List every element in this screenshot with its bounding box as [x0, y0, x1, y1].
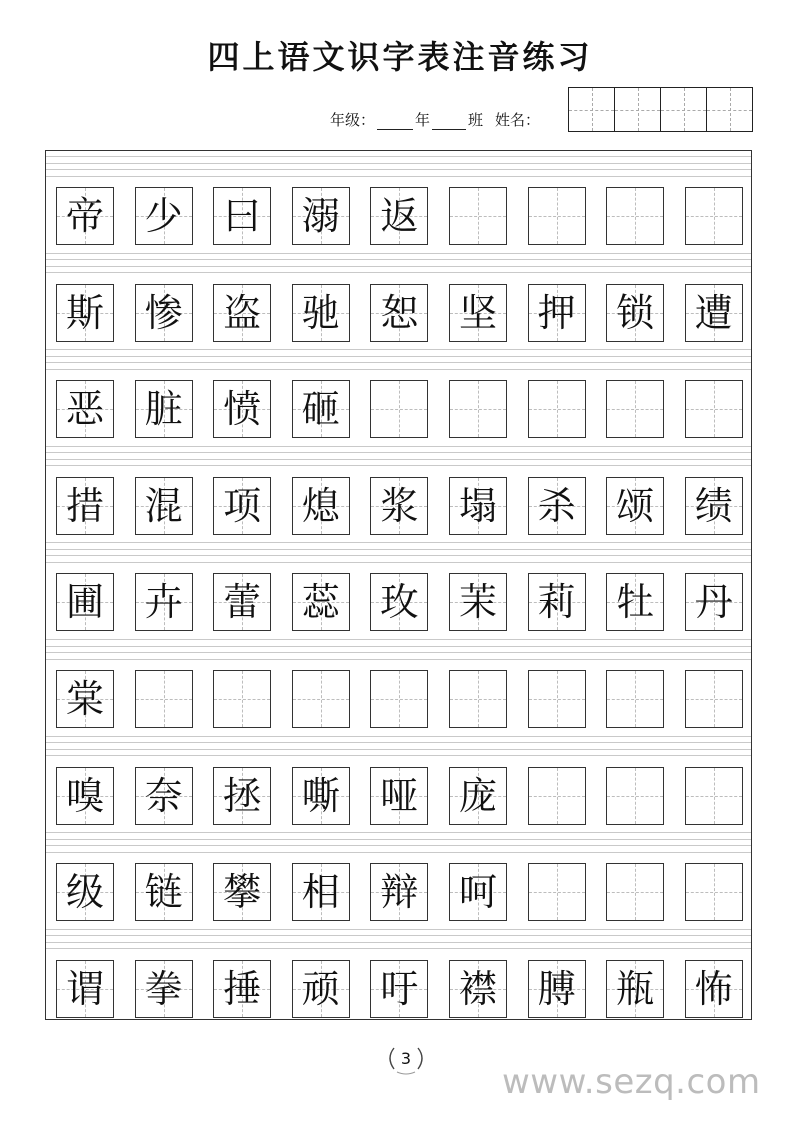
practice-sheet [45, 150, 752, 1020]
char-box[interactable] [213, 573, 271, 631]
watermark: www.sezq.com [502, 1062, 761, 1102]
char-box[interactable] [606, 960, 664, 1018]
name-writing-grid[interactable] [568, 87, 753, 132]
practice-row [46, 827, 751, 924]
hanzi-char: 斯 [65, 290, 104, 335]
char-box[interactable] [56, 863, 114, 921]
char-box[interactable] [56, 380, 114, 438]
char-box[interactable] [449, 960, 507, 1018]
hanzi-char: 熄 [301, 483, 340, 528]
hanzi-char: 绩 [694, 483, 733, 528]
char-box[interactable] [292, 284, 350, 342]
char-box[interactable] [370, 380, 428, 438]
practice-row [46, 344, 751, 441]
practice-row [46, 441, 751, 538]
char-box[interactable] [135, 767, 193, 825]
char-box[interactable] [213, 380, 271, 438]
char-box[interactable] [528, 380, 586, 438]
pinyin-lines[interactable] [46, 151, 751, 187]
hanzi-char: 锁 [616, 290, 655, 335]
hanzi-char: 襟 [458, 966, 497, 1011]
hanzi-char: 返 [380, 194, 419, 238]
char-box[interactable] [449, 187, 507, 245]
char-box[interactable] [292, 477, 350, 535]
practice-row [46, 537, 751, 634]
hanzi-char: 玫 [380, 580, 419, 625]
pinyin-lines[interactable] [46, 537, 751, 573]
hanzi-char: 顽 [301, 966, 340, 1011]
hanzi-char: 怖 [694, 966, 733, 1011]
hanzi-char: 庞 [458, 773, 497, 818]
char-box[interactable] [213, 670, 271, 728]
hanzi-char: 浆 [380, 483, 419, 528]
practice-row [46, 924, 751, 1021]
hanzi-char: 曰 [223, 194, 262, 238]
hanzi-char: 莉 [537, 580, 576, 625]
char-box[interactable] [135, 573, 193, 631]
pinyin-lines[interactable] [46, 827, 751, 863]
hanzi-char: 溺 [301, 194, 340, 238]
char-box[interactable] [370, 477, 428, 535]
hanzi-char: 辩 [380, 870, 419, 915]
name-box[interactable] [660, 88, 706, 131]
char-box[interactable] [606, 767, 664, 825]
char-box[interactable] [370, 573, 428, 631]
char-box[interactable] [449, 380, 507, 438]
practice-row [46, 248, 751, 345]
class-label: 班 [468, 111, 484, 129]
pinyin-lines[interactable] [46, 344, 751, 380]
page-title: 四上语文识字表注音练习 [207, 38, 593, 76]
char-box[interactable] [135, 477, 193, 535]
hanzi-char: 押 [537, 290, 576, 335]
char-box[interactable] [135, 187, 193, 245]
char-box[interactable] [449, 284, 507, 342]
char-box[interactable] [528, 767, 586, 825]
char-box[interactable] [213, 767, 271, 825]
char-box[interactable] [292, 767, 350, 825]
char-box[interactable] [135, 960, 193, 1018]
char-box[interactable] [370, 960, 428, 1018]
char-box[interactable] [292, 960, 350, 1018]
hanzi-char: 链 [144, 870, 183, 915]
char-box[interactable] [528, 670, 586, 728]
char-box[interactable] [135, 284, 193, 342]
name-box[interactable] [614, 88, 660, 131]
char-box[interactable] [606, 187, 664, 245]
hanzi-char: 坚 [458, 290, 497, 335]
char-box[interactable] [685, 960, 743, 1018]
hanzi-char: 帝 [65, 194, 104, 238]
char-box[interactable] [606, 380, 664, 438]
char-box[interactable] [606, 284, 664, 342]
char-box[interactable] [528, 187, 586, 245]
hanzi-char: 遭 [694, 290, 733, 335]
char-box[interactable] [528, 573, 586, 631]
hanzi-char: 措 [65, 483, 104, 528]
hanzi-char: 砸 [301, 387, 340, 432]
char-box[interactable] [685, 767, 743, 825]
char-box[interactable] [449, 573, 507, 631]
char-box[interactable] [370, 863, 428, 921]
hanzi-char: 蕊 [301, 580, 340, 625]
name-label: 姓名： [495, 111, 541, 129]
hanzi-char: 嗅 [65, 773, 104, 818]
char-box[interactable] [449, 863, 507, 921]
char-box[interactable] [292, 670, 350, 728]
char-box[interactable] [685, 863, 743, 921]
student-info [330, 108, 540, 130]
practice-row [46, 731, 751, 828]
char-box[interactable] [213, 284, 271, 342]
hanzi-char: 拳 [144, 966, 183, 1011]
char-box[interactable] [370, 670, 428, 728]
char-box[interactable] [56, 187, 114, 245]
pinyin-lines[interactable] [46, 924, 751, 960]
hanzi-char: 蕾 [223, 580, 262, 625]
char-box[interactable] [449, 767, 507, 825]
grade-label: 年级： [330, 111, 376, 129]
char-box[interactable] [528, 863, 586, 921]
char-box[interactable] [213, 863, 271, 921]
char-box[interactable] [213, 960, 271, 1018]
char-box[interactable] [370, 284, 428, 342]
hanzi-char: 吁 [380, 966, 419, 1011]
hanzi-char: 捶 [223, 966, 262, 1011]
hanzi-char: 哑 [380, 773, 419, 818]
hanzi-char: 愤 [223, 387, 262, 432]
char-box[interactable] [56, 477, 114, 535]
hanzi-char: 恶 [65, 387, 104, 432]
char-box[interactable] [370, 767, 428, 825]
char-box[interactable] [685, 573, 743, 631]
char-box[interactable] [685, 284, 743, 342]
hanzi-char: 恕 [380, 290, 419, 335]
char-box[interactable] [685, 477, 743, 535]
char-box[interactable] [685, 670, 743, 728]
char-box[interactable] [56, 284, 114, 342]
char-box[interactable] [56, 767, 114, 825]
char-box[interactable] [606, 477, 664, 535]
char-box[interactable] [213, 187, 271, 245]
char-box[interactable] [606, 863, 664, 921]
char-box[interactable] [56, 670, 114, 728]
hanzi-char: 少 [144, 194, 183, 238]
hanzi-char: 膊 [537, 966, 576, 1011]
char-box[interactable] [135, 380, 193, 438]
hanzi-char: 相 [301, 870, 340, 915]
char-box[interactable] [213, 477, 271, 535]
char-box[interactable] [292, 380, 350, 438]
char-box[interactable] [292, 863, 350, 921]
grade-blank[interactable] [377, 115, 413, 130]
char-box[interactable] [292, 573, 350, 631]
class-blank[interactable] [432, 115, 466, 130]
hanzi-char: 拯 [223, 773, 262, 818]
char-box[interactable] [135, 863, 193, 921]
pinyin-lines[interactable] [46, 634, 751, 670]
char-box[interactable] [606, 670, 664, 728]
practice-row [46, 151, 751, 248]
char-box[interactable] [56, 960, 114, 1018]
char-box[interactable] [685, 187, 743, 245]
name-box[interactable] [706, 88, 752, 131]
hanzi-char: 棠 [65, 677, 104, 721]
hanzi-char: 谓 [65, 966, 104, 1011]
name-box[interactable] [569, 88, 614, 131]
practice-row [46, 634, 751, 731]
hanzi-char: 塌 [458, 483, 497, 528]
pinyin-lines[interactable] [46, 248, 751, 284]
char-box[interactable] [449, 477, 507, 535]
hanzi-char: 牡 [616, 580, 655, 625]
char-box[interactable] [528, 477, 586, 535]
char-box[interactable] [292, 187, 350, 245]
hanzi-char: 嘶 [301, 773, 340, 818]
page-number-badge [384, 1040, 428, 1076]
hanzi-char: 脏 [144, 387, 183, 432]
char-box[interactable] [370, 187, 428, 245]
hanzi-char: 奈 [144, 773, 183, 818]
pinyin-lines[interactable] [46, 731, 751, 767]
hanzi-char: 丹 [694, 580, 733, 625]
hanzi-char: 驰 [301, 290, 340, 335]
hanzi-char: 颂 [616, 483, 655, 528]
hanzi-char: 卉 [144, 580, 183, 625]
hanzi-char: 圃 [65, 580, 104, 625]
char-box[interactable] [606, 573, 664, 631]
hanzi-char: 茉 [458, 580, 497, 625]
year-label: 年 [415, 111, 431, 129]
hanzi-char: 呵 [458, 870, 497, 915]
page-number: 3 [400, 1048, 412, 1068]
hanzi-char: 混 [144, 483, 183, 528]
hanzi-char: 项 [223, 483, 262, 528]
hanzi-char: 惨 [144, 290, 183, 335]
hanzi-char: 攀 [223, 870, 262, 915]
pinyin-lines[interactable] [46, 441, 751, 477]
char-box[interactable] [135, 670, 193, 728]
hanzi-char: 盗 [223, 290, 262, 335]
char-box[interactable] [528, 284, 586, 342]
char-box[interactable] [449, 670, 507, 728]
hanzi-char: 杀 [537, 483, 576, 528]
char-box[interactable] [528, 960, 586, 1018]
char-box[interactable] [685, 380, 743, 438]
hanzi-char: 瓶 [616, 966, 655, 1011]
char-box[interactable] [56, 573, 114, 631]
hanzi-char: 级 [65, 870, 104, 915]
